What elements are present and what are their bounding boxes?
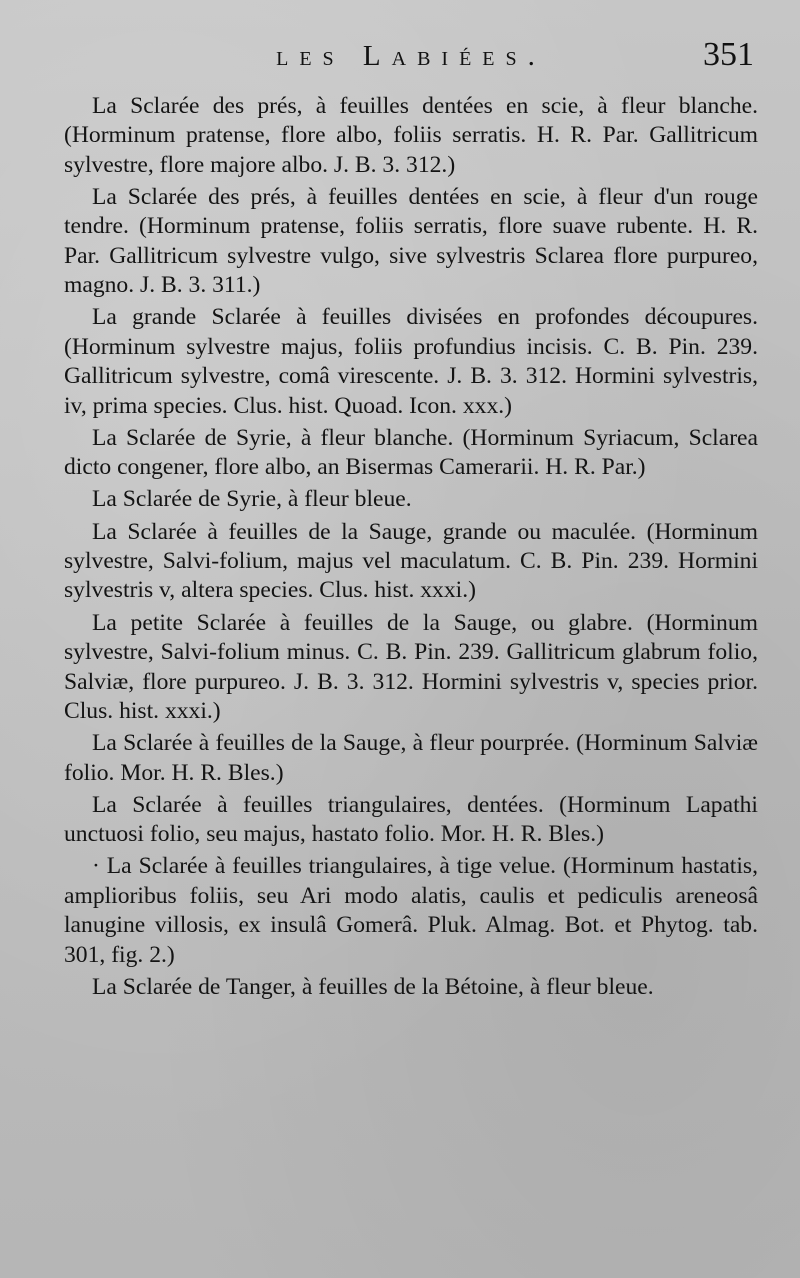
entry-petite-sclaree-sauge: La petite Sclarée à feuilles de la Sauge, ou glabre. (Horminum sylvestre, Salvi-folium minus. C. B. Pin. 239. Gallitricum glabrum folio, Salviæ, flore purpureo. J. B. 3. 312. Hormini sylvestris v, species prior. Clus. hist. xxxi.) xyxy=(64,609,758,724)
entry-sclaree-sauge-pourpree: La Sclarée à feuilles de la Sauge, à fleur pourprée. (Horminum Salviæ folio. Mor. H. R. Bles.) xyxy=(64,730,758,786)
entry-sclaree-triangulaires-tige-velue: · La Sclarée à feuilles triangulaires, à tige velue. (Horminum hastatis, amplioribus foliis, seu Ari modo alatis, caulis et pediculis areneosâ lanugine villosis, ex insulâ Gomerâ. Pluk. Almag. Bot. et Phytog. tab. 301, fig. 2.) xyxy=(64,853,758,968)
entry-sclaree-des-pres-rouge: La Sclarée des prés, à feuilles dentées en scie, à fleur d'un rouge tendre. (Horminum pratense, foliis serratis, flore suave rubente. H. R. Par. Gallitricum sylvestre vulgo, sive sylvestris Sclarea flore purpureo, magno. J. B. 3. 311.) xyxy=(64,184,758,299)
entry-grande-sclaree: La grande Sclarée à feuilles divisées en profondes découpures. (Horminum sylvestre majus, foliis profundius incisis. C. B. Pin. 239. Gallitricum sylvestre, comâ virescente. J. B. 3. 312. Hormini sylvestris, iv, prima species. Clus. hist. Quoad. Icon. xxx.) xyxy=(64,304,758,419)
page-number: 351 xyxy=(703,36,754,73)
entry-sclaree-triangulaires-dentees: La Sclarée à feuilles triangulaires, dentées. (Horminum Lapathi unctuosi folio, seu majus, hastato folio. Mor. H. R. Bles.) xyxy=(64,791,758,848)
page-header xyxy=(64,36,758,92)
entry-sclaree-des-pres-blanche: La Sclarée des prés, à feuilles dentées en scie, à fleur blanche. (Horminum pratense, flore albo, foliis serratis. H. R. Par. Gallitricum sylvestre, flore majore albo. J. B. 3. 312.) xyxy=(64,93,758,178)
body-text xyxy=(64,92,758,1002)
entry-sclaree-de-syrie-bleue: La Sclarée de Syrie, à fleur bleue. xyxy=(92,486,412,513)
entry-sclaree-sauge-grande: La Sclarée à feuilles de la Sauge, grande ou maculée. (Horminum sylvestre, Salvi-folium, majus vel maculatum. C. B. Pin. 239. Hormini sylvestris v, altera species. Clus. hist. xxxi.) xyxy=(64,518,758,604)
entry-sclaree-de-tanger: La Sclarée de Tanger, à feuilles de la Bétoine, à fleur bleue. xyxy=(92,973,654,1000)
running-title: les Labiées. xyxy=(276,40,546,72)
entry-sclaree-de-syrie-blanche: La Sclarée de Syrie, à fleur blanche. (Horminum Syriacum, Sclarea dicto congener, flore albo, an Bisermas Camerarii. H. R. Par.) xyxy=(64,424,758,481)
